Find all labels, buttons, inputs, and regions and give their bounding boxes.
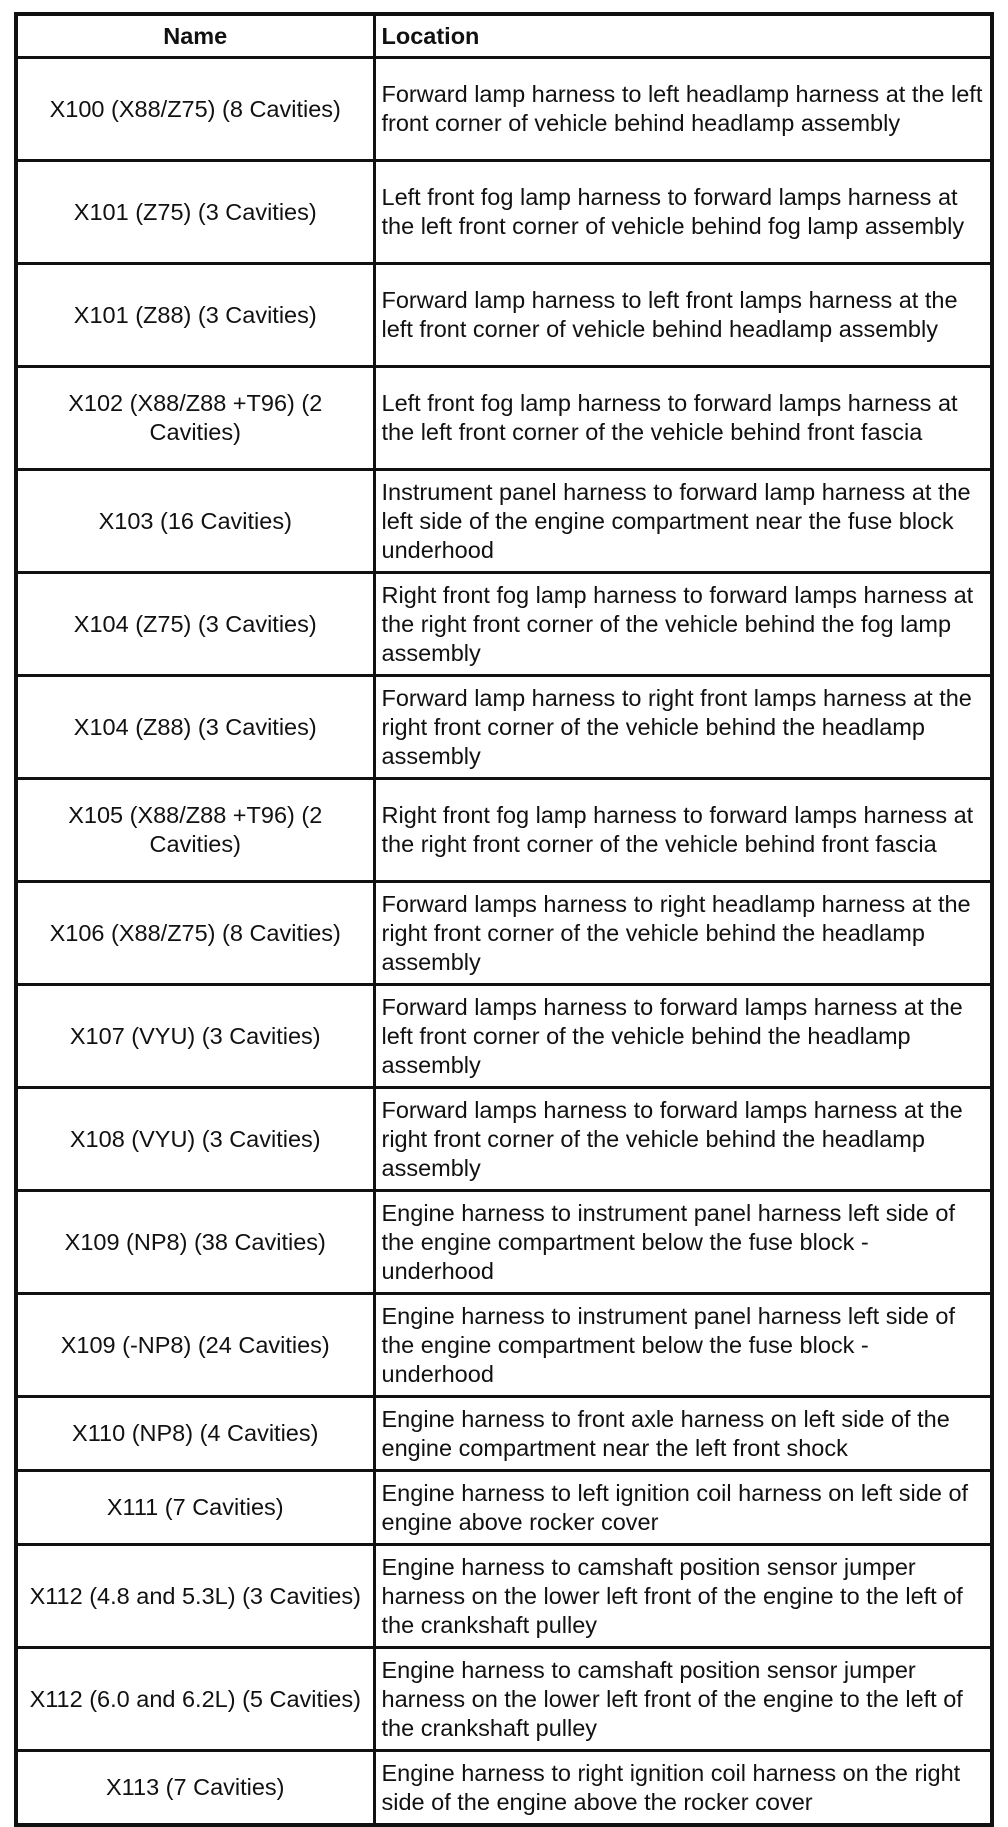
table-row xyxy=(16,264,992,367)
connector-name-cell: X103 (16 Cavities) xyxy=(16,470,374,573)
connector-name-cell: X113 (7 Cavities) xyxy=(16,1751,374,1826)
table-row xyxy=(16,1397,992,1471)
table-row xyxy=(16,161,992,264)
connector-name-cell: X112 (4.8 and 5.3L) (3 Cavities) xyxy=(16,1545,374,1648)
connector-location-cell: Forward lamps harness to forward lamps harness at the right front corner of the vehicle behind the headlamp assembly xyxy=(374,1088,992,1191)
connector-location-cell: Engine harness to camshaft position sensor jumper harness on the lower left front of the engine to the left of the crankshaft pulley xyxy=(374,1648,992,1751)
table-row xyxy=(16,1545,992,1648)
connector-location-cell: Right front fog lamp harness to forward lamps harness at the right front corner of the vehicle behind the fog lamp assembly xyxy=(374,573,992,676)
connector-location-cell: Engine harness to front axle harness on left side of the engine compartment near the left front shock xyxy=(374,1397,992,1471)
connector-location-cell: Engine harness to left ignition coil harness on left side of engine above rocker cover xyxy=(374,1471,992,1545)
connector-location-cell: Engine harness to instrument panel harness left side of the engine compartment below the fuse block - underhood xyxy=(374,1294,992,1397)
connector-name-cell: X109 (NP8) (38 Cavities) xyxy=(16,1191,374,1294)
connector-name-cell: X107 (VYU) (3 Cavities) xyxy=(16,985,374,1088)
connector-location-cell: Right front fog lamp harness to forward lamps harness at the right front corner of the vehicle behind front fascia xyxy=(374,779,992,882)
table-row xyxy=(16,470,992,573)
connector-name-cell: X111 (7 Cavities) xyxy=(16,1471,374,1545)
table-row xyxy=(16,1088,992,1191)
connector-location-cell: Engine harness to camshaft position sensor jumper harness on the lower left front of the engine to the left of the crankshaft pulley xyxy=(374,1545,992,1648)
connector-name-cell: X109 (-NP8) (24 Cavities) xyxy=(16,1294,374,1397)
column-header-location: Location xyxy=(374,14,992,58)
table-row xyxy=(16,985,992,1088)
column-header-name: Name xyxy=(16,14,374,58)
connector-location-cell: Instrument panel harness to forward lamp harness at the left side of the engine compartment near the fuse block underhood xyxy=(374,470,992,573)
table-row xyxy=(16,1648,992,1751)
connector-location-table xyxy=(14,12,994,1827)
connector-name-cell: X104 (Z88) (3 Cavities) xyxy=(16,676,374,779)
table-row xyxy=(16,779,992,882)
connector-name-cell: X112 (6.0 and 6.2L) (5 Cavities) xyxy=(16,1648,374,1751)
connector-name-cell: X106 (X88/Z75) (8 Cavities) xyxy=(16,882,374,985)
connector-location-cell: Left front fog lamp harness to forward lamps harness at the left front corner of vehicle behind fog lamp assembly xyxy=(374,161,992,264)
table-row xyxy=(16,1471,992,1545)
connector-location-cell: Forward lamps harness to right headlamp harness at the right front corner of the vehicle behind the headlamp assembly xyxy=(374,882,992,985)
connector-location-cell: Engine harness to instrument panel harness left side of the engine compartment below the fuse block - underhood xyxy=(374,1191,992,1294)
connector-location-cell: Forward lamp harness to left front lamps harness at the left front corner of vehicle behind headlamp assembly xyxy=(374,264,992,367)
connector-location-cell: Forward lamps harness to forward lamps harness at the left front corner of the vehicle behind the headlamp assembly xyxy=(374,985,992,1088)
table-row xyxy=(16,58,992,161)
connector-name-cell: X104 (Z75) (3 Cavities) xyxy=(16,573,374,676)
table-row xyxy=(16,676,992,779)
connector-name-cell: X110 (NP8) (4 Cavities) xyxy=(16,1397,374,1471)
table-row xyxy=(16,1294,992,1397)
connector-table-container xyxy=(14,12,990,1827)
connector-location-cell: Engine harness to right ignition coil harness on the right side of the engine above the rocker cover xyxy=(374,1751,992,1826)
table-header-row xyxy=(16,14,992,58)
table-row xyxy=(16,882,992,985)
table-row xyxy=(16,1751,992,1826)
table-row xyxy=(16,367,992,470)
connector-name-cell: X100 (X88/Z75) (8 Cavities) xyxy=(16,58,374,161)
connector-name-cell: X108 (VYU) (3 Cavities) xyxy=(16,1088,374,1191)
connector-name-cell: X101 (Z75) (3 Cavities) xyxy=(16,161,374,264)
connector-name-cell: X102 (X88/Z88 +T96) (2 Cavities) xyxy=(16,367,374,470)
connector-name-cell: X101 (Z88) (3 Cavities) xyxy=(16,264,374,367)
connector-location-cell: Forward lamp harness to right front lamps harness at the right front corner of the vehicle behind the headlamp assembly xyxy=(374,676,992,779)
connector-location-cell: Left front fog lamp harness to forward lamps harness at the left front corner of the vehicle behind front fascia xyxy=(374,367,992,470)
connector-location-cell: Forward lamp harness to left headlamp harness at the left front corner of vehicle behind headlamp assembly xyxy=(374,58,992,161)
table-row xyxy=(16,573,992,676)
table-row xyxy=(16,1191,992,1294)
connector-name-cell: X105 (X88/Z88 +T96) (2 Cavities) xyxy=(16,779,374,882)
